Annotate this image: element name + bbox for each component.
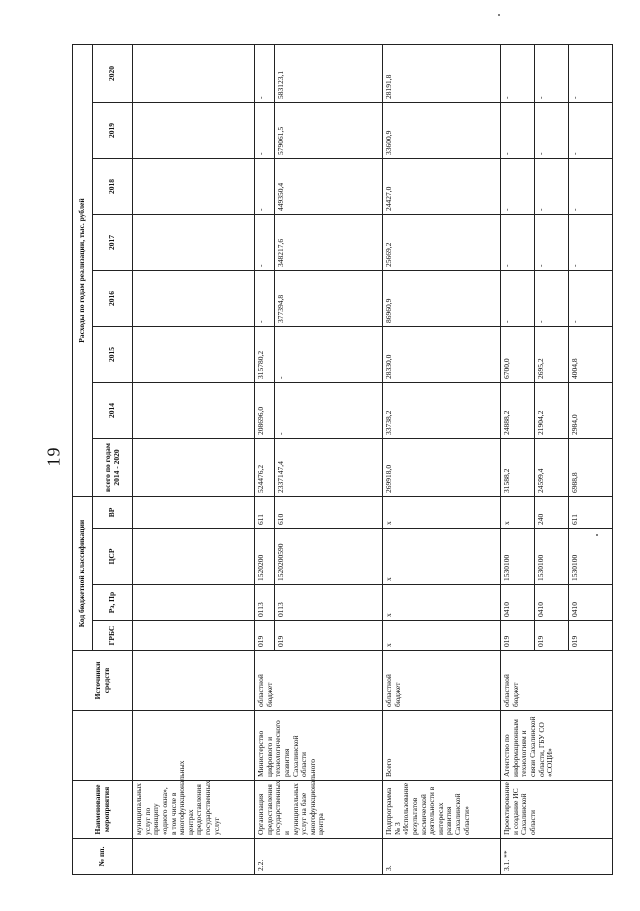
- row-source: [133, 651, 255, 711]
- cell-year: -: [535, 44, 569, 102]
- cell-year: -: [569, 44, 613, 102]
- row-source: областной бюджет: [383, 651, 501, 711]
- cell-year: -: [255, 103, 275, 159]
- cell-vr: 611: [569, 497, 613, 529]
- budget-table: [72, 44, 613, 875]
- cell-year: -: [275, 327, 383, 383]
- cell-total: 2337147,4: [275, 439, 383, 497]
- cell-csr: 1530100: [569, 529, 613, 585]
- header-year: 2019: [93, 103, 133, 159]
- header-total: всего по годам 2014 - 2020: [93, 439, 133, 497]
- cell-total: 524476,2: [255, 439, 275, 497]
- header-expense-group: Расходы по годам реализации, тыс. рублей: [73, 44, 93, 496]
- cell-year: -: [535, 215, 569, 271]
- cell-total: [133, 439, 255, 497]
- row-executor: [133, 711, 255, 781]
- cell-year: 583123,1: [275, 44, 383, 102]
- cell-csr: 1520200590: [275, 529, 383, 585]
- cell-year: 4004,8: [569, 327, 613, 383]
- cell-vr: 240: [535, 497, 569, 529]
- cell-year: -: [535, 159, 569, 215]
- row-executor: Агентство по информационным технологиям и связи Сахалинской области, ГБУ СО «СОЦИ»: [501, 711, 613, 781]
- page-number: 19: [43, 446, 64, 467]
- scan-speck: [596, 534, 598, 536]
- cell-vr: x: [501, 497, 535, 529]
- header-year: 2015: [93, 327, 133, 383]
- cell-year: 28330,0: [383, 327, 501, 383]
- cell-year: 25669,2: [383, 215, 501, 271]
- cell-vr: 610: [275, 497, 383, 529]
- cell-year: [133, 327, 255, 383]
- cell-grbs: 019: [275, 621, 383, 651]
- table-row: [383, 44, 501, 874]
- header-vr: ВР: [93, 497, 133, 529]
- header-source: Источники средств: [73, 651, 133, 711]
- cell-year: [133, 103, 255, 159]
- cell-grbs: 019: [569, 621, 613, 651]
- cell-year: 2984,0: [569, 383, 613, 439]
- cell-year: -: [501, 215, 535, 271]
- cell-year: -: [535, 103, 569, 159]
- cell-total: 31588,2: [501, 439, 535, 497]
- cell-year: 33738,2: [383, 383, 501, 439]
- cell-rzpr: [133, 585, 255, 621]
- cell-csr: x: [383, 529, 501, 585]
- table-row: [501, 44, 535, 874]
- cell-csr: [133, 529, 255, 585]
- row-name: Подпрограмма № 3 «Использование результатов космической деятельности в интересах развития Сахалинской области»: [383, 781, 501, 839]
- cell-year: 208696,0: [255, 383, 275, 439]
- cell-year: 33600,9: [383, 103, 501, 159]
- cell-year: -: [569, 103, 613, 159]
- cell-year: 28191,8: [383, 44, 501, 102]
- cell-csr: 1520200: [255, 529, 275, 585]
- cell-rzpr: 0113: [275, 585, 383, 621]
- cell-vr: x: [383, 497, 501, 529]
- cell-total: 24599,4: [535, 439, 569, 497]
- cell-year: 2695,2: [535, 327, 569, 383]
- header-grbs: ГРБС: [93, 621, 133, 651]
- cell-vr: 611: [255, 497, 275, 529]
- header-year: 2014: [93, 383, 133, 439]
- cell-total: 269918,0: [383, 439, 501, 497]
- header-name: Наименование мероприятия: [73, 781, 133, 839]
- header-year: 2017: [93, 215, 133, 271]
- cell-year: [133, 383, 255, 439]
- table-row: [255, 44, 275, 874]
- header-year: 2018: [93, 159, 133, 215]
- cell-year: 579061,5: [275, 103, 383, 159]
- cell-year: -: [255, 271, 275, 327]
- row-executor: Всего: [383, 711, 501, 781]
- cell-year: -: [535, 271, 569, 327]
- cell-rzpr: 0410: [569, 585, 613, 621]
- cell-year: -: [501, 44, 535, 102]
- row-num: 3.: [383, 839, 501, 875]
- cell-year: -: [569, 215, 613, 271]
- row-name: Проектирование и создание ИС Сахалинской области: [501, 781, 613, 839]
- cell-year: 24888,2: [501, 383, 535, 439]
- cell-csr: 1530100: [501, 529, 535, 585]
- cell-year: 6700,0: [501, 327, 535, 383]
- row-num: 3.1. **: [501, 839, 613, 875]
- cell-year: 315780,2: [255, 327, 275, 383]
- cell-year: 377394,8: [275, 271, 383, 327]
- header-year: 2020: [93, 44, 133, 102]
- cell-year: 348217,6: [275, 215, 383, 271]
- row-source: областной бюджет: [255, 651, 383, 711]
- cell-grbs: x: [383, 621, 501, 651]
- cell-year: -: [255, 159, 275, 215]
- header-year: 2016: [93, 271, 133, 327]
- cell-year: -: [275, 383, 383, 439]
- cell-year: 21904,2: [535, 383, 569, 439]
- header-csr: ЦСР: [93, 529, 133, 585]
- cell-grbs: 019: [255, 621, 275, 651]
- row-name: Организация предоставления государственных и муниципальных услуг на базе многофункционального центра: [255, 781, 383, 839]
- table-row: [133, 44, 255, 874]
- cell-year: -: [569, 271, 613, 327]
- cell-year: -: [501, 103, 535, 159]
- cell-grbs: 019: [535, 621, 569, 651]
- cell-year: 24427,0: [383, 159, 501, 215]
- cell-rzpr: 0113: [255, 585, 275, 621]
- cell-year: [133, 44, 255, 102]
- cell-year: -: [255, 44, 275, 102]
- rotated-table-wrapper: [72, 45, 612, 875]
- header-num: № пп.: [73, 839, 133, 875]
- row-name: муниципальных услуг по принципу «одного окна», в том числе в многофункциональных центрах предоставления государственных услуг: [133, 781, 255, 839]
- header-rzpr: Рз, Пр: [93, 585, 133, 621]
- cell-grbs: [133, 621, 255, 651]
- cell-rzpr: 0410: [501, 585, 535, 621]
- cell-total: 6988,8: [569, 439, 613, 497]
- cell-year: -: [501, 271, 535, 327]
- scan-speck: [498, 14, 500, 16]
- row-num: [133, 839, 255, 875]
- cell-rzpr: 0410: [535, 585, 569, 621]
- header-executor: [73, 711, 133, 781]
- cell-year: 449350,4: [275, 159, 383, 215]
- cell-year: [133, 271, 255, 327]
- cell-year: [133, 159, 255, 215]
- cell-csr: 1530100: [535, 529, 569, 585]
- cell-year: -: [255, 215, 275, 271]
- cell-year: -: [569, 159, 613, 215]
- cell-vr: [133, 497, 255, 529]
- row-source: областной бюджет: [501, 651, 613, 711]
- header-row-1: [73, 44, 93, 874]
- cell-year: [133, 215, 255, 271]
- header-budget-group: Код бюджетной классификации: [73, 497, 93, 651]
- row-executor: Министерство цифрового и технологического развития Сахалинской области: [255, 711, 383, 781]
- cell-grbs: 019: [501, 621, 535, 651]
- cell-year: 86960,9: [383, 271, 501, 327]
- cell-year: -: [501, 159, 535, 215]
- cell-rzpr: x: [383, 585, 501, 621]
- row-num: 2.2.: [255, 839, 383, 875]
